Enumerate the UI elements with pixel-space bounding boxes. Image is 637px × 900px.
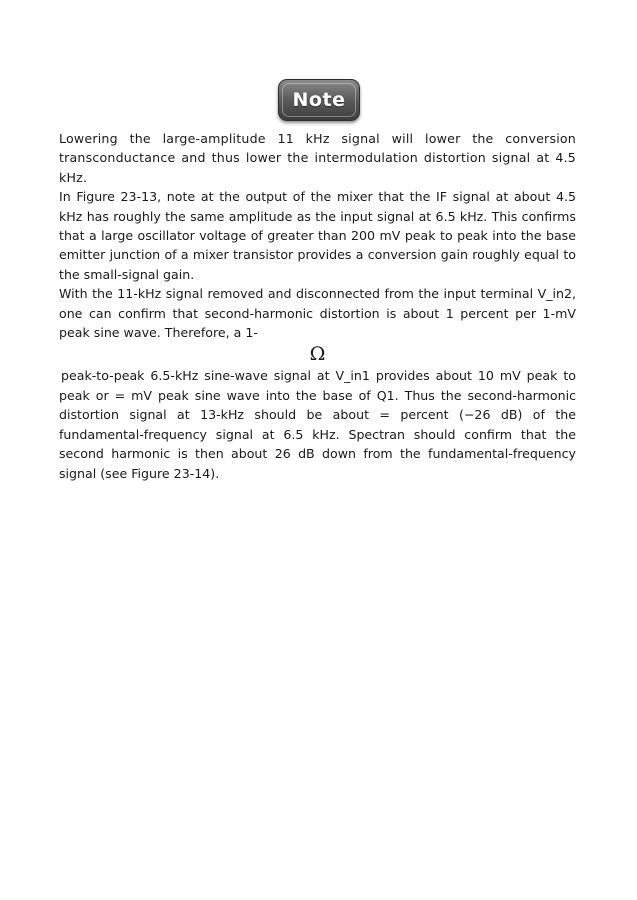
paragraph-intermodulation: Lowering the large-amplitude 11 kHz signal will lower the conversion transconductance and thus lower the intermodulation distortion signal at 4.5 kHz. <box>59 131 576 185</box>
paragraph-second-harmonic: With the 11-kHz signal removed and disconnected from the input terminal V_in2, one can confirm that second-harmonic distortion is about 1 percent per 1-mV peak sine wave. Therefore, a 1- <box>59 286 576 341</box>
note-badge <box>278 79 360 121</box>
note-label: Note <box>292 89 346 111</box>
omega-symbol: Ω <box>309 343 326 366</box>
body-text <box>59 129 576 483</box>
paragraph-figure-23-13: In Figure 23-13, note at the output of the mixer that the IF signal at about 4.5 kHz has roughly the same amplitude as the input signal at 6.5 kHz. This confirms that a large oscillator voltage of greater than 200 mV peak to peak into the base emitter junction of a mixer transistor provides a conversion gain roughly equal to the small-signal gain. <box>59 189 576 282</box>
paragraph-peak-to-peak: peak-to-peak 6.5-kHz sine-wave signal at V_in1 provides about 10 mV peak to peak or = mV peak sine wave into the base of Q1. Thus the second-harmonic distortion signal at 13-kHz should be about = percent (−26 dB) of the fundamental-frequency signal at 6.5 kHz. Spectran should confirm that the second harmonic is then about 26 dB down from the fundamental-frequency signal (see Figure 23-14). <box>59 368 576 481</box>
